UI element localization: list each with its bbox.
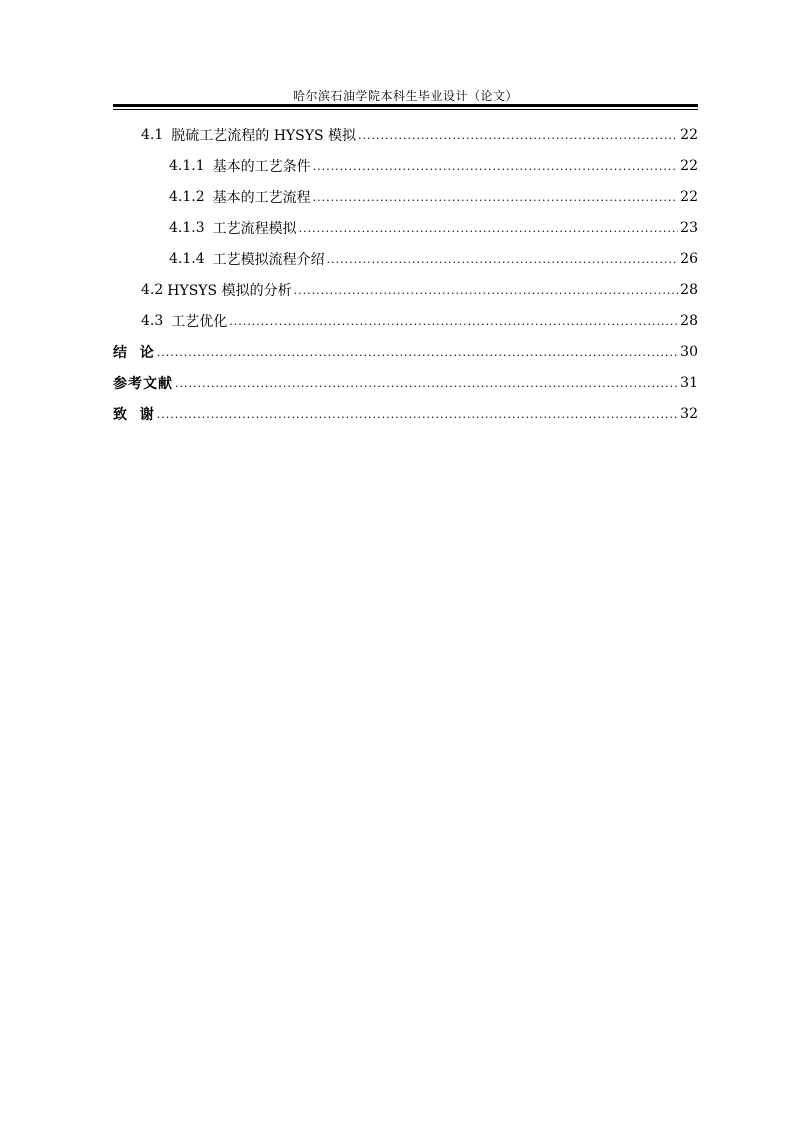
toc-dot-leader	[299, 222, 679, 236]
toc-entry-title: 参考文献	[113, 375, 173, 392]
running-header: 哈尔滨石油学院本科生毕业设计（论文）	[292, 89, 518, 103]
toc-entry-title: 结 论	[113, 344, 155, 361]
header-rule-thin	[113, 109, 698, 110]
toc-dot-leader	[327, 253, 679, 267]
toc-entry-title: 工艺优化	[171, 313, 228, 330]
toc-page-number: 22	[680, 157, 698, 174]
toc-entry-title: 基本的工艺流程	[212, 189, 311, 206]
toc-page-number: 30	[680, 343, 698, 360]
toc-section-number: 4.1.4	[169, 250, 205, 267]
toc-dot-leader	[313, 160, 679, 174]
toc-page-number: 26	[680, 250, 698, 267]
toc-page-number: 23	[680, 219, 698, 236]
toc-section-number: 4.2	[141, 281, 164, 298]
toc-entry-4-3	[113, 305, 698, 336]
toc-entry-title: 致 谢	[113, 406, 155, 423]
toc-page-number: 28	[680, 312, 698, 329]
toc-section-number: 4.1.3	[169, 219, 205, 236]
toc-entry-4-1	[113, 119, 698, 150]
toc-entry-title: 工艺模拟流程介绍	[212, 251, 325, 268]
toc-dot-leader	[157, 346, 678, 360]
toc-dot-leader	[313, 191, 679, 205]
toc-section-number: 4.3	[141, 312, 164, 329]
toc-dot-leader	[294, 284, 679, 298]
toc-entry-acknowledgements	[113, 398, 698, 429]
toc-dot-leader	[157, 408, 678, 422]
toc-entry-4-1-1	[113, 150, 698, 181]
toc-page-number: 31	[680, 374, 698, 391]
header-rule-thick	[113, 104, 698, 107]
toc-entry-title: 脱硫工艺流程的 HYSYS 模拟	[171, 127, 357, 144]
toc-section-number: 4.1.1	[169, 157, 205, 174]
toc-entry-title: HYSYS 模拟的分析	[167, 282, 292, 299]
toc-dot-leader	[229, 315, 678, 329]
toc-page-number: 28	[680, 281, 698, 298]
toc-section-number: 4.1.2	[169, 188, 205, 205]
toc-entry-4-1-2	[113, 181, 698, 212]
toc-page-number: 32	[680, 405, 698, 422]
toc-entry-conclusion	[113, 336, 698, 367]
toc-entry-4-1-3	[113, 212, 698, 243]
toc-entry-4-2	[113, 274, 698, 305]
toc-section-number: 4.1	[141, 126, 164, 143]
toc-entry-title: 工艺流程模拟	[212, 220, 297, 237]
toc-entry-4-1-4	[113, 243, 698, 274]
toc-dot-leader	[358, 129, 678, 143]
toc-page-number: 22	[680, 188, 698, 205]
toc-dot-leader	[175, 377, 678, 391]
toc-page-number: 22	[680, 126, 698, 143]
table-of-contents	[113, 119, 698, 429]
toc-entry-references	[113, 367, 698, 398]
toc-entry-title: 基本的工艺条件	[212, 158, 311, 175]
